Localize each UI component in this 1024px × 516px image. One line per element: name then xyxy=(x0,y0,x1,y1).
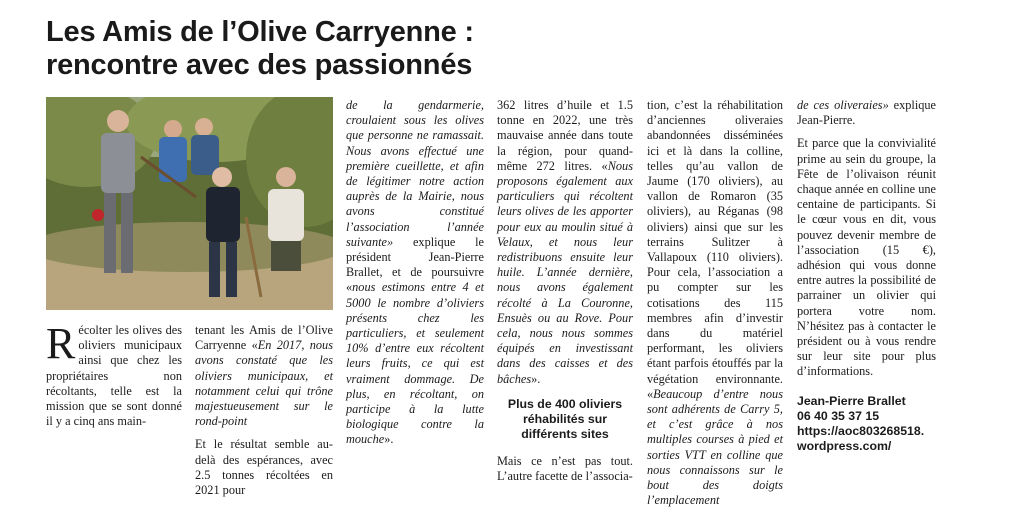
column-3-paragraph xyxy=(346,98,484,448)
quote-1: de la gendarmerie, croulaient sous les olives que personne ne ramassait. Nous avons effectué une première cueillette, et afin de légitimer notre action auprès de la Mairie, nous avons constitué l’association l’année suivante» xyxy=(346,98,484,249)
website-link-line-1[interactable]: https://aoc803268518. xyxy=(797,424,925,439)
intro-text: écolter les olives des oliviers municipaux ainsi que chez les propriétaires non récoltants, telle est la mission que se sont donné il y a cinq ans main- xyxy=(46,323,182,429)
column-5-paragraph xyxy=(647,98,783,508)
quote-3: Nous proposons également aux particuliers qui récoltent leurs olives de les apporter pour eux au moulin situé à Velaux, et nous leur redistribuons ensuite leur huile. L’année dernière, nous avons également récolté à La Couronne, Ensuès ou au Rove. Pour cela, nous nous sommes équipés en investissant dans des caisses et des bâches xyxy=(497,158,633,386)
column-6-paragraph-2: Et parce que la convivialité prime au sein du groupe, la Fête de l’olivaison réunit chaque année en colline une centaine de participants. Si le cœur vous en dit, vous pouvez devenir membre de l’association (15 €), adhésion qui vous donne entre autres la possibilité de parrainer un olivier qui portera votre nom. N’hésitez pas à contacter le président ou à vous rendre sur leur site pour plus d’informations. xyxy=(797,136,936,379)
quote-4: Beaucoup d’entre nous sont adhérents de Carry 5, et c’est grâce à nos multiples courses à pied et sorties VTT en colline que nous connaissons sur le bout des doigts l’emplacement xyxy=(647,386,783,508)
headline xyxy=(46,16,566,82)
quote-2: nous estimons entre 4 et 5000 le nombre d’oliviers présents chez les particuliers, et seulement 10% d’entre eux récoltent leurs fruits, ce qui est vraiment dommage. De plus, en récoltant, on participe à la lutte biologique contre la mouche xyxy=(346,280,484,447)
column-4-text-2: ». xyxy=(531,371,541,386)
headline-line-1: Les Amis de l’Olive Carryenne : xyxy=(46,16,474,48)
column-2-paragraph-2: Et le résultat semble au-delà des espérances, avec 2.5 tonnes récoltées en 2021 pour xyxy=(195,437,333,498)
quote-5: de ces oliveraies» xyxy=(797,98,889,112)
column-4-paragraph-2: Mais ce n’est pas tout. L’autre facette de l’associa- xyxy=(497,453,633,484)
column-4-paragraph-1 xyxy=(497,98,633,387)
column-5-text: tion, c’est la réhabilitation d’anciennes oliveraies abandonnées disséminées ici et là dans la colline, telles qu’au vallon de Jaume (170 oliviers), au vallon de Romaron (35 oliviers), au Réganas (98 oliviers) ainsi que sur les terrains Sulitzer à Vallapoux (110 oliviers). Pour cela, l’association a pu compter sur les cotisations des 115 membres afin d’investir dans du matériel performant, les oliviers étant parfois étouffés par la végétation environnante. « xyxy=(647,98,783,401)
signature-block xyxy=(797,394,936,455)
column-2-paragraph-1 xyxy=(195,323,333,429)
column-3-text-1: explique le président Jean-Pierre Brallet, et de poursuivre « xyxy=(346,234,484,295)
author-phone: 06 40 35 37 15 xyxy=(797,408,880,423)
column-2-text: tenant les Amis de l’Olive Carryenne « xyxy=(195,323,333,353)
author-name: Jean-Pierre Brallet xyxy=(797,393,906,408)
group-photo xyxy=(46,97,333,310)
column-3 xyxy=(346,98,484,456)
column-5 xyxy=(647,98,783,516)
column-3-text-2: ». xyxy=(384,432,394,447)
column-2-quote: En 2017, nous avons constaté que les oliviers municipaux, et notamment celui qui trône majestueusement sur le rond-point xyxy=(195,338,333,429)
drop-cap: R xyxy=(46,319,76,368)
intro-paragraph xyxy=(46,319,182,429)
website-link-line-2[interactable]: wordpress.com/ xyxy=(797,439,892,454)
column-4 xyxy=(497,98,633,492)
column-4-text-1: 362 litres d’huile et 1.5 tonne en 2022, une très mauvaise année dans toute la région, pour quand-même 272 litres. « xyxy=(497,98,633,173)
column-1 xyxy=(46,319,182,437)
column-6 xyxy=(797,98,936,454)
headline-line-2: rencontre avec des passionnés xyxy=(46,49,473,81)
subheading: Plus de 400 oliviers réhabilités sur différents sites xyxy=(507,396,623,441)
column-6-text-1: explique Jean-Pierre. xyxy=(797,98,936,128)
column-6-paragraph-1 xyxy=(797,98,936,128)
column-2 xyxy=(195,323,333,506)
